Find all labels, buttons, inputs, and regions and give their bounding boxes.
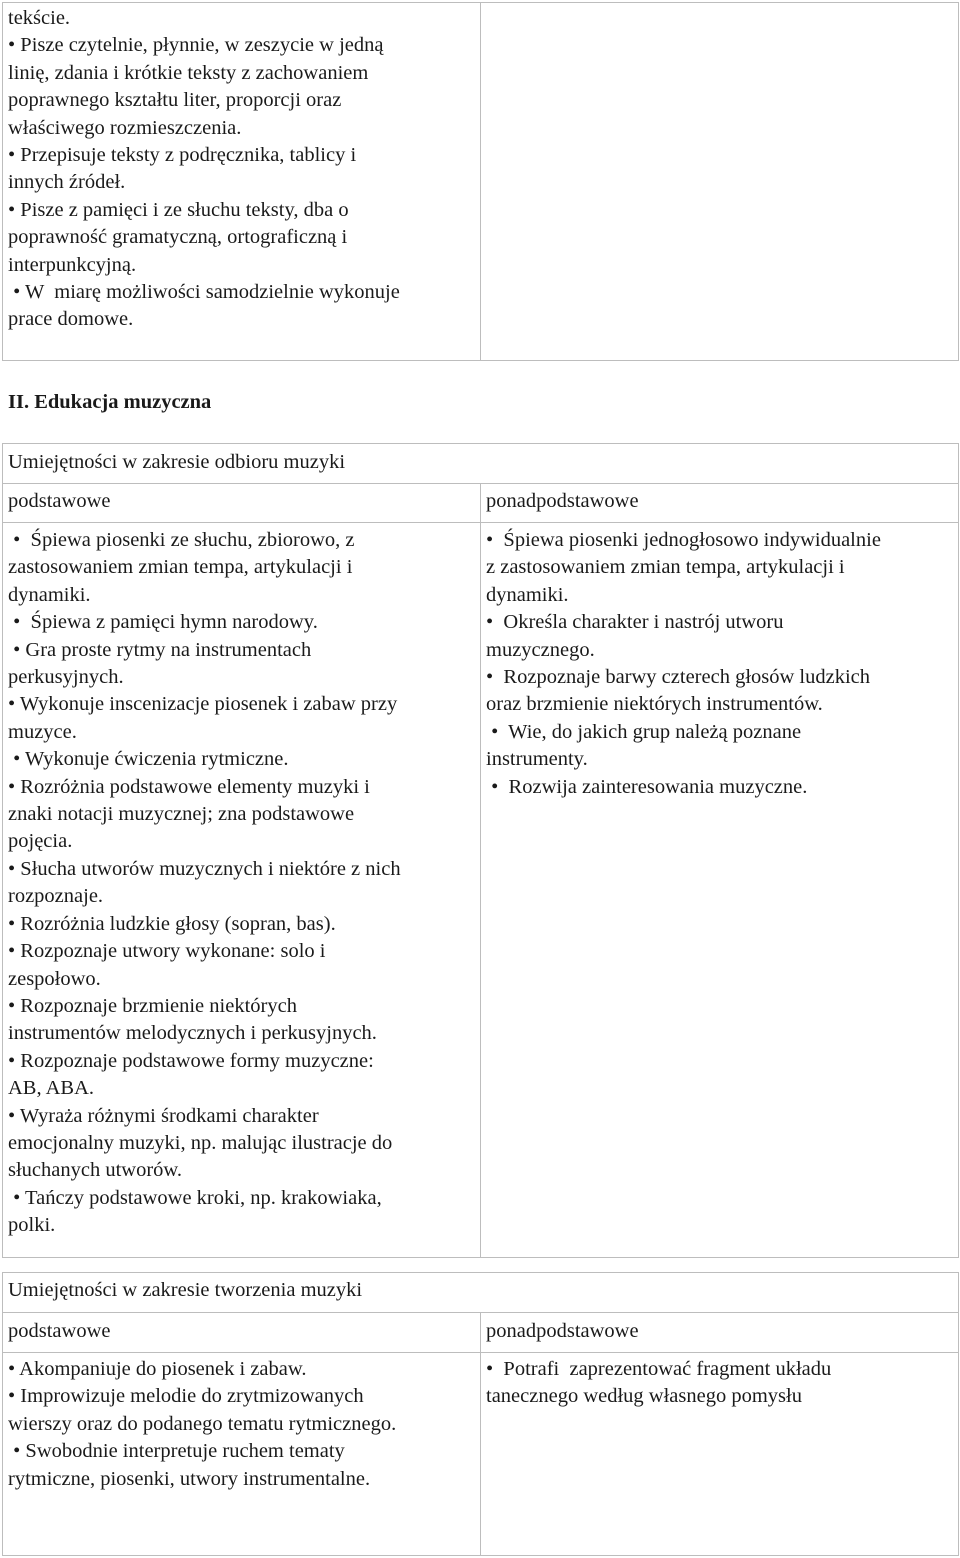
listening-table-column-divider [480,483,481,1258]
creating-basic-header: podstawowe [8,1320,111,1342]
listening-basic-header: podstawowe [8,490,111,512]
listening-table-title: Umiejętności w zakresie odbioru muzyki [8,451,346,473]
listening-basic-skills: • Śpiewa piosenki ze słuchu, zbiorowo, z zastosowaniem zmian tempa, artykulacji i dynamiki. • Śpiewa z pamięci hymn narodowy. • Gra proste rytmy na instrumentach perkusyjnych. • Wykonuje inscenizacje piosenek i zabaw przy muzyce. • Wykonuje ćwiczenia rytmiczne. • Rozróżnia podstawowe elementy muzyki i znaki notacji muzycznej; zna podstawowe pojęcia. • Słucha utworów muzycznych i niektóre z nich rozpoznaje. • Rozróżnia ludzkie głosy (sopran, bas). • Rozpoznaje utwory wykonane: solo i zespołowo. • Rozpoznaje brzmienie niektórych instrumentów melodycznych i perkusyjnych. • Rozpoznaje podstawowe formy muzyczne: AB, ABA. • Wyraża różnymi środkami charakter emocjonalny muzyki, np. malując ilustracje do słuchanych utworów. • Tańczy podstawowe kroki, np. krakowiaka, polki. [8,529,401,1237]
creating-advanced-header: ponadpodstawowe [486,1320,639,1342]
creating-basic-skills: • Akompaniuje do piosenek i zabaw. • Improwizuje melodie do zrytmizowanych wierszy oraz do podanego tematu rytmicznego. • Swobodnie interpretuje ruchem tematy rytmiczne, piosenki, utwory instrumentalne. [8,1358,397,1490]
section-heading: II. Edukacja muzyczna [8,391,212,413]
creating-table-column-divider [480,1312,481,1556]
top-table-divider [480,2,481,361]
creating-table-title: Umiejętności w zakresie tworzenia muzyki [8,1279,363,1301]
creating-table-header-divider [2,1352,959,1353]
listening-table-header-divider [2,522,959,523]
listening-advanced-header: ponadpodstawowe [486,490,639,512]
top-table-left-cell: tekście. • Pisze czytelnie, płynnie, w zeszycie w jedną linię, zdania i krótkie teksty z zachowaniem poprawnego kształtu liter, proporcji oraz właściwego rozmieszczenia. • Przepisuje teksty z podręcznika, tablicy i innych źródeł. • Pisze z pamięci i ze słuchu teksty, dba o poprawność gramatyczną, ortograficzną i interpunkcyjną. • W miarę możliwości samodzielnie wykonuje prace domowe. [8,7,400,331]
listening-advanced-skills: • Śpiewa piosenki jednogłosowo indywidualnie z zastosowaniem zmian tempa, artykulacji i dynamiki. • Określa charakter i nastrój utworu muzycznego. • Rozpoznaje barwy czterech głosów ludzkich oraz brzmienie niektórych instrumentów. • Wie, do jakich grup należą poznane instrumenty. • Rozwija zainteresowania muzyczne. [486,529,881,798]
creating-advanced-skills: • Potrafi zaprezentować fragment układu tanecznego według własnego pomysłu [486,1358,832,1408]
